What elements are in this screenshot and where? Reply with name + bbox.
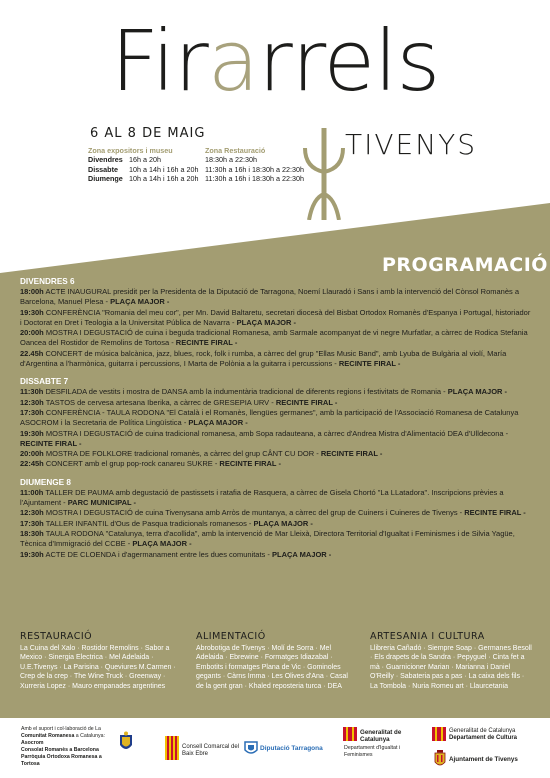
program-entry [20, 349, 532, 370]
category-text: La Cuina del Xalo · Rostidor Remolins · Sabor a Mexico · Sinergia Electrica · Mel Adelaida · U.E.Tivenys · La Parisina · Queviures M.Carmen · Crep de la crep · The Wine Truck · Greenway · Xurreria Lopez · Mauro empanades argentines [20, 644, 176, 690]
title-part-2: a [207, 12, 259, 110]
entry-place: RECINTE FIRAL - [338, 359, 401, 369]
category-artesania [370, 632, 532, 692]
hours-day: Divendres [88, 155, 123, 165]
entry-text: ACTE DE CLOENDA i d'agermanament entre les dues comunitats - [45, 549, 270, 559]
program-title: PROGRAMACIÓ [382, 254, 548, 276]
entry-place: PLAÇA MAJOR - [132, 539, 192, 549]
entry-place: PLAÇA MAJOR - [271, 549, 332, 559]
hours-rest-value: 11:30h a 16h i 18:30h a 22:30h [205, 164, 304, 174]
entry-text: MOSTRA I DEGUSTACIÓ de cuina tradicional romanesa, amb Sopa radauteana, a càrrec d'Andrea Mistra d'Alimentació DEA d'Ulldecona - [45, 428, 509, 438]
entry-place: RECINTE FIRAL - [20, 438, 82, 448]
program-entry [20, 459, 532, 469]
support-intro: Amb el suport i col·laboració de La [21, 726, 101, 732]
entry-place: RECINTE FIRAL - [175, 338, 238, 348]
event-title [0, 6, 550, 116]
program-entry [20, 508, 532, 518]
entry-time: 22.45h [20, 348, 44, 358]
program-entry [20, 449, 532, 459]
exhibitor-categories [20, 632, 532, 702]
program-entry [20, 429, 532, 450]
category-alimentacio [196, 632, 356, 692]
consell-comarcal-logo-icon [165, 736, 179, 760]
hours-rest-heading: Zona Restauració [205, 146, 266, 155]
ajuntament-label: Ajuntament de Tivenys [449, 756, 518, 763]
entry-text: MOSTRA I DEGUSTACIÓ de cuina i beguda tradicional Romanesa, amb Sarmale acompanyat de vi negre Murfatlar, a càrrec de Rodica Stefania Oancea del Rostidor de Remolins de Tortosa - [20, 328, 528, 348]
entry-place: PLAÇA MAJOR - [188, 418, 248, 428]
entry-time: 18:00h [20, 287, 44, 296]
entry-place: RECINTE FIRAL - [464, 508, 526, 518]
hours-day: Dissabte [88, 164, 118, 174]
hours-row [88, 155, 199, 164]
event-dates: 6 AL 8 DE MAIG [90, 126, 206, 141]
entry-time: 18:30h [20, 528, 44, 538]
entry-place: RECINTE FIRAL - [275, 397, 338, 407]
entry-place: PLAÇA MAJOR - [236, 317, 296, 327]
entry-time: 12:30h [20, 397, 44, 407]
title-part-1: Fir [110, 12, 208, 110]
romania-coat-of-arms-icon [118, 731, 134, 753]
generalitat-cultura-dept: Departament de Cultura [449, 735, 518, 741]
hours-expo-heading: Zona expositors i museu [88, 146, 173, 155]
program-entry [20, 287, 532, 308]
support-strong: Comunitat Romanesa [21, 733, 75, 739]
day-heading: DISSABTE 7 [20, 377, 69, 387]
day-heading: DIVENDRES 6 [20, 277, 75, 286]
category-text: Llibreria Cañadó · Siempre Soap · Germanes Besoll · Els drapets de la Sandra · Pepyguel · Cinta fet a mà · Guarnicioner Marian · Marianna i Daniel O'Reilly · Sabateria pas a pas · La caixa dels fils · La Tombola · Nuria Romeu art · Llaurcetania [370, 644, 532, 690]
entry-time: 19:30h [20, 307, 44, 317]
entry-time: 20:00h [20, 449, 44, 459]
hours-rest-value: 11:30h a 16h i 18:30h a 22:30h [205, 174, 304, 184]
hours-expo-value: 16h a 20h [129, 155, 161, 165]
hours-row [88, 165, 199, 174]
program-entry [20, 387, 532, 397]
generalitat-cultura-logo-icon [432, 727, 446, 741]
entry-time: 17:30h [20, 407, 44, 417]
generalitat-dept: Departament d'Igualtat i Feminismes [344, 745, 401, 758]
entry-text: CONFERÈNCIA "Romania del meu cor", per Mn. David Baltaretu, secretari diocesà del Bisbat Ortodox Romanès d'Espanya i Portugal, historiador i Doctorat en Dret i Teologia a la Universitat Pública de Navarra - [20, 307, 531, 327]
program-entry [20, 398, 532, 408]
event-town: TIVENYS [345, 128, 478, 161]
entry-place: RECINTE FIRAL - [219, 459, 281, 469]
generalitat-name: Generalitat de Catalunya [360, 729, 402, 743]
support-item: Asocrom [21, 740, 44, 746]
entry-text: MOSTRA DE FOLKLORE tradicional romanès, a càrrec del grup CÂNT CU DOR - [45, 449, 319, 459]
program-entry [20, 550, 532, 560]
entry-text: TAULA RODONA "Catalunya, terra d'acollida", amb la intervenció de Mar Lleixà, Directora Territorial d'Igualtat i Feminismes i de Silvia Yagüe, Tècnica d'Immigració del CCBE - [20, 528, 515, 549]
entry-text: DESFILADA de vestits i mostra de DANSA amb la indumentària tradicional de diferents regions i festivitats de Romania - [45, 387, 446, 397]
program-list [20, 276, 532, 560]
category-heading: ALIMENTACIÓ [196, 631, 266, 642]
hours-expo-value: 10h a 14h i 16h a 20h [129, 164, 199, 174]
entry-text: CONFERÈNCIA - TAULA RODONA "El Català i el Romanès, llengües germanes", amb la participació de l'Associació Romanesa de Catalunya ASOCROM i la Secretaria de Política Lingüística - [20, 407, 519, 428]
program-entry [20, 488, 532, 509]
entry-time: 22:45h [20, 459, 44, 469]
program-entry [20, 529, 532, 550]
program-entry [20, 308, 532, 329]
entry-place: PLAÇA MAJOR - [110, 297, 170, 307]
hours-rest-value: 18:30h a 22:30h [205, 155, 257, 165]
support-text [21, 726, 121, 768]
entry-time: 12:30h [20, 508, 44, 518]
entry-time: 17:30h [20, 518, 44, 528]
entry-text: TALLER DE PAUMA amb degustació de pastissets i ratafia de Rasquera, a càrrec de Gisela Chortó "La LLatadora". Inscripcions prèvies a l'Ajuntament - [20, 487, 504, 508]
day-heading: DIUMENGE 8 [20, 477, 71, 487]
support-item: Parròquia Ortodoxa Romanesa a Tortosa [21, 754, 102, 767]
entry-time: 11:30h [20, 387, 44, 397]
generalitat-cultura-name: Generalitat de Catalunya [449, 728, 516, 734]
entry-place: PLAÇA MAJOR - [447, 387, 508, 397]
consell-comarcal-label: Consell Comarcal del Baix Ebre [182, 744, 240, 757]
category-heading: ARTESANIA I CULTURA [370, 631, 485, 642]
support-tail: a Catalunya: [75, 733, 105, 739]
program-entry [20, 328, 532, 349]
entry-text: ACTE INAUGURAL presidit per la Presidenta de la Diputació de Tarragona, Noemí Llauradó i Sans i amb la intervenció del Cònsol Romanès a Barcelona, Manuel Plesa - [20, 287, 520, 307]
entry-text: TALLER INFANTIL d'Ous de Pasqua tradicionals romanesos - [45, 518, 252, 528]
program-entry [20, 408, 532, 429]
entry-place: PLAÇA MAJOR - [253, 518, 313, 528]
entry-text: CONCERT amb el grup pop-rock canareu SUKRE - [45, 459, 218, 469]
diputacio-label: Diputació Tarragona [260, 745, 323, 752]
entry-time: 19:30h [20, 549, 44, 559]
entry-time: 20:00h [20, 328, 44, 338]
hours-expo-value: 10h a 14h i 16h a 20h [129, 174, 199, 184]
program-entry [20, 519, 532, 529]
entry-text: CONCERT de música balcànica, jazz, blues, rock, folk i rumba, a càrrec del grup "Ellas Music Band", amb Lyuba de Bulgària al violí, María d'Argentina a l'harmònica, guitarra i percussions, I Marta de Polònia a la guitarra i percussions - [20, 348, 507, 369]
diputacio-logo-icon [244, 740, 258, 756]
entry-text: TASTOS de cervesa artesana Iberika, a càrrec de GRESEPIA URV - [45, 397, 274, 407]
hours-day: Diumenge [88, 174, 123, 184]
entry-time: 19:30h [20, 428, 44, 438]
entry-place: RECINTE FIRAL - [320, 449, 383, 459]
generalitat-logo-icon [343, 727, 357, 741]
entry-place: PARC MUNICIPAL - [67, 498, 137, 508]
category-heading: RESTAURACIÓ [20, 631, 93, 642]
entry-time: 11:00h [20, 487, 44, 497]
category-text: Abrobotiga de Tivenys · Molí de Sorra · Mel Adelaida · Ebrewine · Formatges Idiazabal · Embotits i formatges Plana de Vic · Gominoles gegants · Càrns Imma · Les Olives d'Ana · Casal de la gent gran · Khaled reposteria turca · DEA [196, 644, 348, 690]
category-restauracio [20, 632, 180, 692]
title-part-3: rrels [258, 12, 440, 110]
entry-text: MOSTRA I DEGUSTACIÓ de cuina Tivenysana amb Arròs de muntanya, a càrrec del grup de Cuiners i Cuineres de Tivenys - [45, 508, 463, 518]
ajuntament-coat-icon [434, 750, 446, 768]
support-item: Consolat Romanès a Barcelona [21, 747, 99, 753]
